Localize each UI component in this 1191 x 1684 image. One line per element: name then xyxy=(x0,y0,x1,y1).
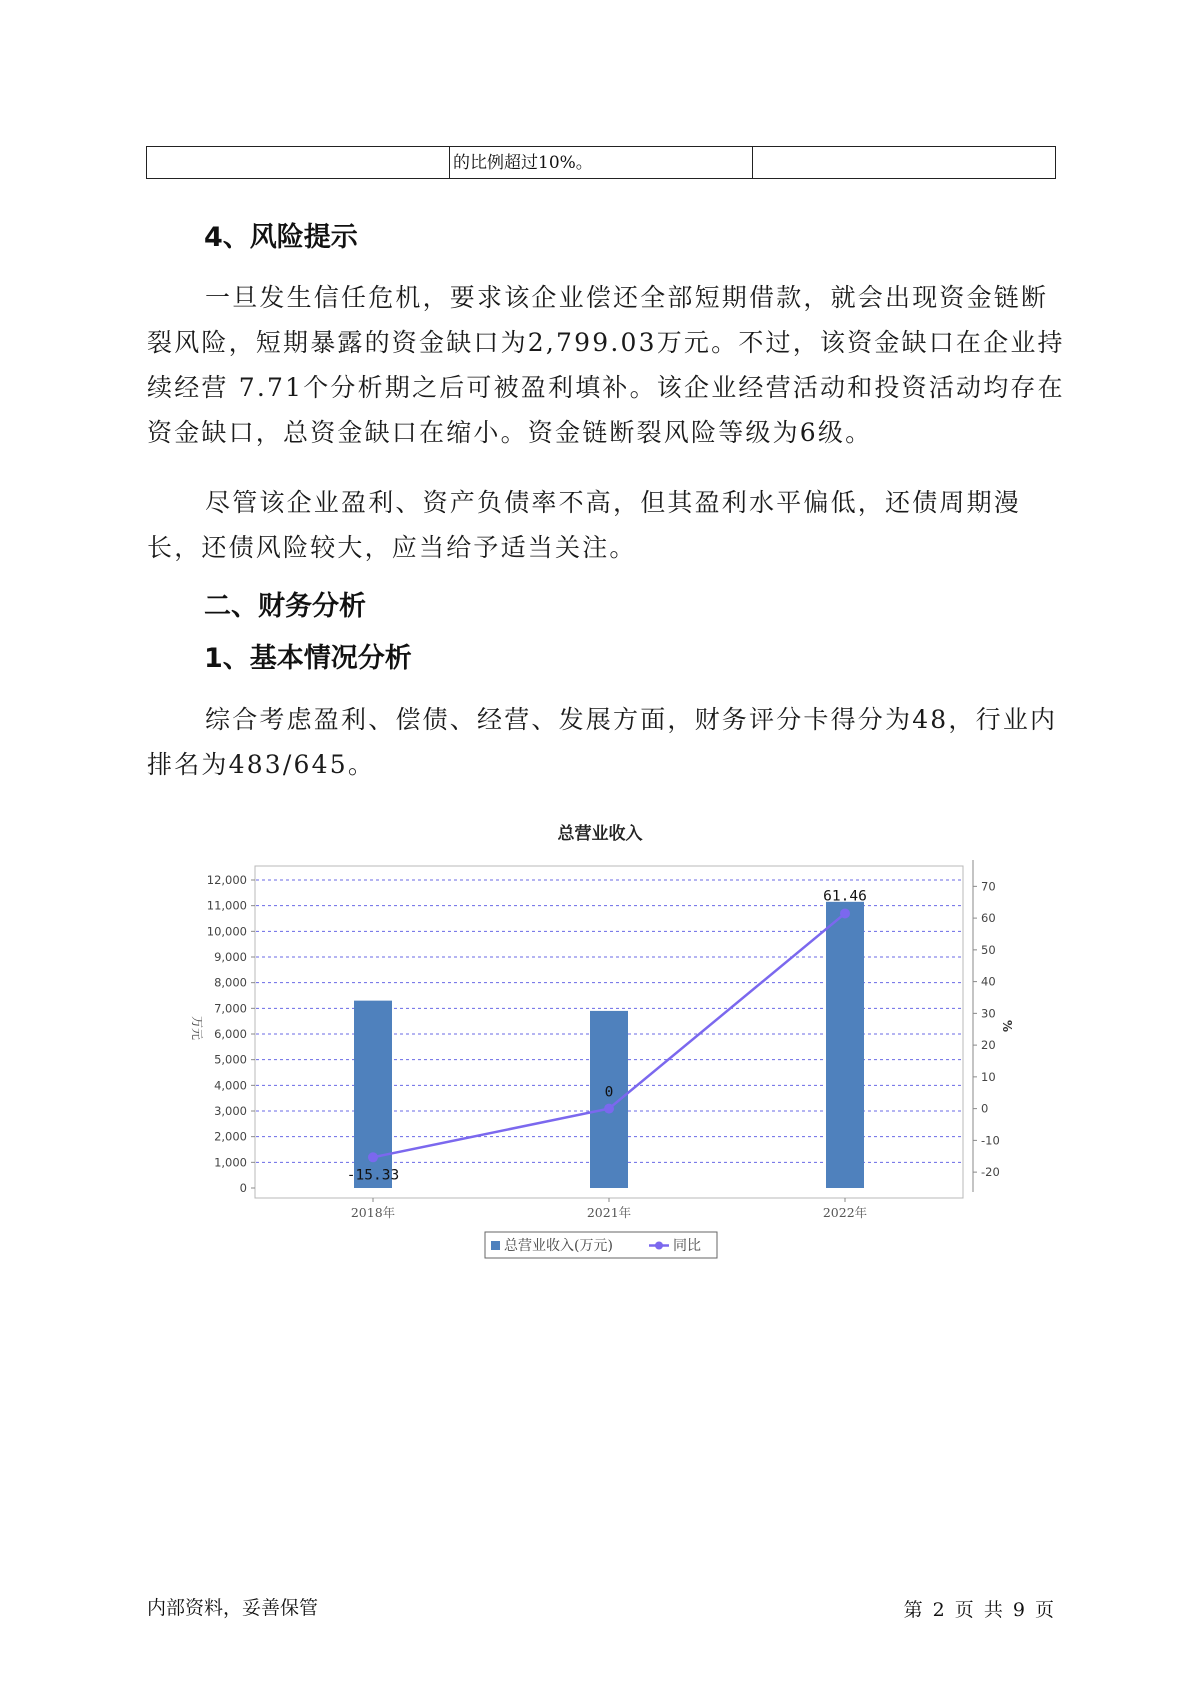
yoy-data-label: 0 xyxy=(604,1084,614,1101)
legend-line-label: 同比 xyxy=(673,1238,701,1254)
y-left-tick-label: 10,000 xyxy=(206,924,247,939)
y-left-tick-label: 9,000 xyxy=(214,950,247,964)
revenue-chart-svg xyxy=(175,808,1025,1268)
yoy-point xyxy=(368,1152,378,1162)
footer-page-number: 第 2 页 共 9 页 xyxy=(903,1599,1054,1621)
y-left-tick-label: 8,000 xyxy=(214,975,247,990)
y-right-tick-label: 20 xyxy=(981,1038,996,1053)
y-right-tick-label: 10 xyxy=(981,1069,996,1084)
yoy-point xyxy=(604,1104,614,1114)
chart-title: 总营业收入 xyxy=(557,824,643,844)
y-left-tick-label: 7,000 xyxy=(214,1001,247,1016)
legend-line-marker xyxy=(655,1242,663,1250)
table-row xyxy=(146,146,1056,179)
y-right-tick-label: 70 xyxy=(981,879,996,894)
revenue-chart xyxy=(175,808,1025,1268)
legend-bar-swatch xyxy=(491,1241,500,1250)
y-right-tick-label: 40 xyxy=(981,974,996,989)
yoy-data-label: -15.33 xyxy=(346,1167,400,1184)
x-tick-label: 2022年 xyxy=(822,1205,868,1220)
y-right-tick-label: 30 xyxy=(981,1006,996,1021)
basic-analysis-paragraph: 综合考虑盈利、偿债、经营、发展方面，财务评分卡得分为48，行业内排名为483/645。 xyxy=(147,705,1058,779)
finance-heading: 二、财务分析 xyxy=(204,591,366,622)
y-right-tick-label: -10 xyxy=(981,1133,1000,1148)
x-tick-label: 2021年 xyxy=(586,1205,632,1220)
y-left-tick-label: 2,000 xyxy=(214,1129,247,1144)
risk-heading: 4、风险提示 xyxy=(204,222,358,253)
y-right-tick-label: 50 xyxy=(981,942,996,957)
risk-paragraph-2: 尽管该企业盈利、资产负债率不高，但其盈利水平偏低，还债周期漫长，还债风险较大，应当给予适当关注。 xyxy=(147,488,1022,562)
y-left-tick-label: 12,000 xyxy=(206,873,247,887)
y-right-axis-title: % xyxy=(1000,1019,1014,1033)
y-left-tick-label: 4,000 xyxy=(214,1078,247,1093)
y-left-tick-label: 11,000 xyxy=(206,898,247,913)
y-right-tick-label: -20 xyxy=(981,1165,1000,1180)
x-tick-label: 2018年 xyxy=(350,1205,396,1220)
y-left-axis-title: 万元 xyxy=(190,1015,204,1041)
y-right-tick-label: 0 xyxy=(981,1101,989,1116)
table-cell-middle: 的比例超过10%。 xyxy=(450,147,753,178)
y-left-tick-label: 5,000 xyxy=(214,1052,247,1067)
table-cell-right xyxy=(753,147,1055,178)
y-right-tick-label: 60 xyxy=(981,911,996,926)
table-cell-left xyxy=(147,147,450,178)
y-left-tick-label: 1,000 xyxy=(214,1155,247,1170)
bar-2022年 xyxy=(826,902,864,1188)
yoy-point xyxy=(840,908,850,918)
y-left-tick-label: 0 xyxy=(239,1181,247,1195)
y-left-tick-label: 6,000 xyxy=(214,1027,247,1041)
y-left-tick-label: 3,000 xyxy=(214,1104,247,1118)
yoy-data-label: 61.46 xyxy=(823,888,867,905)
risk-paragraph-1: 一旦发生信任危机，要求该企业偿还全部短期借款，就会出现资金链断裂风险，短期暴露的资金缺口为2,799.03万元。不过，该资金缺口在企业持续经营 7.71个分析期之后可被盈利填补。该企业经营活动和投资活动均存在资金缺口，总资金缺口在缩小。资金链断裂风险等级为6级。 xyxy=(147,283,1065,447)
footer-confidential: 内部资料，妥善保管 xyxy=(147,1597,319,1619)
legend-bar-label: 总营业收入(万元) xyxy=(504,1238,613,1254)
basic-analysis-heading: 1、基本情况分析 xyxy=(204,643,412,674)
